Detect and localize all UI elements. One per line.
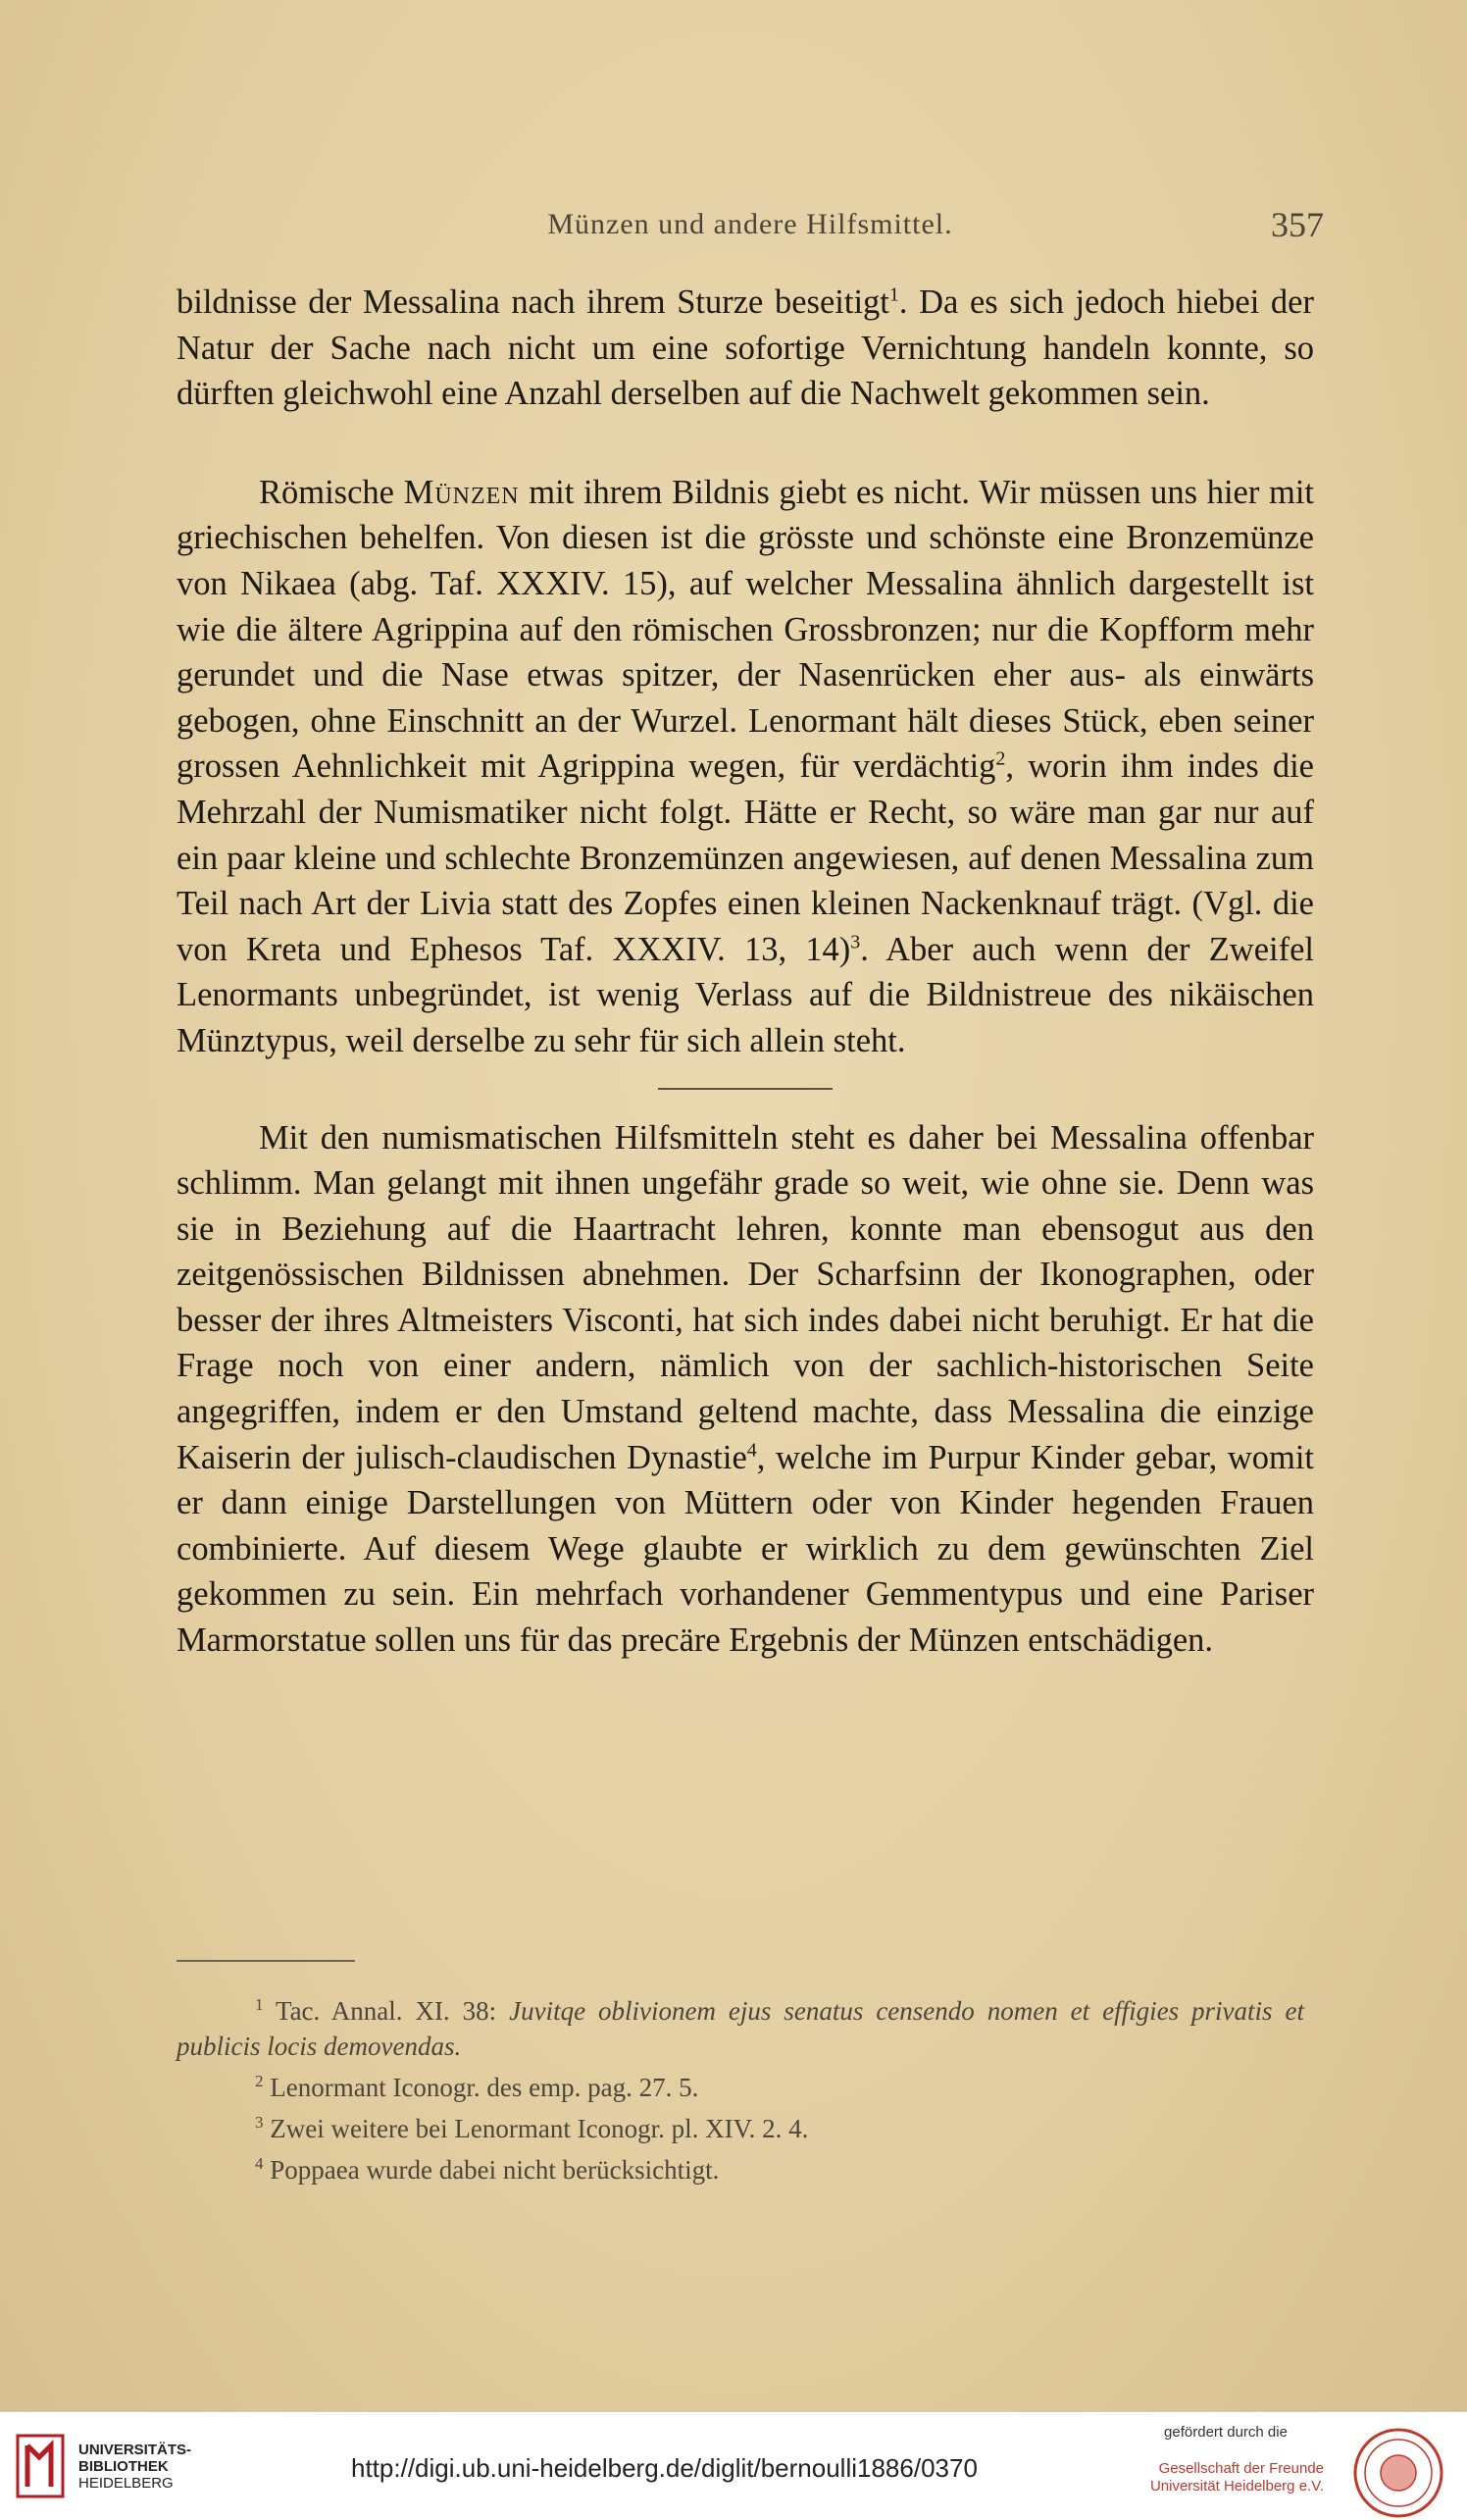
footnote-rule [177,1960,355,1962]
paragraph-1 [177,280,1314,417]
footnote-2-text: Lenormant Iconogr. des emp. pag. 27. 5. [270,2073,699,2102]
footnote-1-number: 1 [255,1995,264,2014]
footnote-ref-3: 3 [850,931,861,953]
footnote-4-number: 4 [255,2154,264,2173]
footnote-3-text: Zwei weitere bei Lenormant Iconogr. pl. XIV. 2. 4. [270,2114,809,2143]
page-number: 357 [1271,205,1324,244]
sponsor-by: gefördert durch die [1164,2424,1288,2441]
running-title: Münzen und andere Hilfsmittel. [547,208,953,240]
footnote-2-number: 2 [255,2072,264,2090]
footnote-1-text: Tac. Annal. XI. 38: [275,1996,510,2026]
university-seal-icon [1351,2426,1445,2520]
library-name [78,2442,191,2492]
sponsor-line1: Gesellschaft der Freunde [1158,2460,1324,2477]
footnote-1-italic: Juvitqe oblivionem ejus senatus censendo nomen et effigies privatis et publicis locis demovendas. [177,1996,1304,2061]
footnote-ref-4: 4 [746,1439,757,1462]
footer-bar [0,2411,1467,2520]
paragraph-3 [177,1115,1314,1664]
footnote-3 [177,2105,1304,2146]
library-name-line3: HEIDELBERG [78,2475,174,2492]
p2-text-a: Römische [259,473,404,511]
page-header [177,205,1324,257]
footnote-2 [177,2064,1304,2105]
p3-text-a: Mit den numismatischen Hilfsmitteln steht es daher bei Messalina offenbar schlimm. Man gelangt mit ihnen ungefähr grade so weit, wie ohne sie. Denn was sie in Beziehung auf die Haartracht lehren, konnte man ebensogut aus den zeitgenössischen Bildnissen abnehmen. Der Scharfsinn der Ikonographen, oder besser der ihres Altmeisters Visconti, hat sich indes dabei nicht beruhigt. Er hat die Frage noch von einer andern, nämlich von der sachlich-historischen Seite angegriffen, indem er den Umstand geltend machte, dass Messalina die einzige Kaiserin der julisch-claudischen Dynastie [177,1118,1314,1476]
footnote-ref-1: 1 [888,283,899,306]
library-name-line1: UNIVERSITÄTS- [78,2442,192,2458]
footnote-4 [177,2146,1304,2187]
sponsor-block [1128,2424,1324,2495]
footnote-1 [177,1987,1304,2064]
p2-text-c: , worin ihm indes die Mehrzahl der Numismatiker nicht folgt. Hätte er Recht, so wäre man gar nur auf ein paar kleine und schlechte Bronzemünzen angewiesen, auf denen Messalina zum Teil nach Art der Livia statt des Zopfes einen kleinen Nackenknauf trägt. (Vgl. die von Kreta und Ephesos Taf. XXXIV. 13, 14) [177,747,1314,968]
p1-text-a: bildnisse der Messalina nach ihrem Sturze beseitigt [177,283,889,321]
main-text [177,280,1314,1664]
footnote-4-text: Poppaea wurde dabei nicht berücksichtigt. [270,2155,720,2185]
footnote-ref-2: 2 [995,747,1006,770]
footnote-3-number: 3 [255,2113,264,2132]
p2-text-b: mit ihrem Bildnis giebt es nicht. Wir müssen uns hier mit griechischen behelfen. Von diesen ist die grösste und schönste eine Bronzemünze von Nikaea (abg. Taf. XXXIV. 15), auf welcher Messalina ähnlich dargestellt ist wie die ältere Agrippina auf den römischen Grossbronzen; nur die Kopfform mehr gerundet und die Nase etwas spitzer, der Nasenrücken eher aus- als einwärts gebogen, ohne Einschnitt an der Wurzel. Lenormant hält dieses Stück, eben seiner grossen Aehnlichkeit mit Agrippina wegen, für verdächtig [177,473,1315,786]
sponsor-line2: Universität Heidelberg e.V. [1149,2478,1324,2494]
library-logo-icon [16,2434,65,2498]
footnotes [177,1987,1304,2187]
section-separator [658,1088,833,1090]
p1-text-b: . Da es sich jedoch hiebei der Natur der Sache nach nicht um eine sofortige Vernichtung handeln konnte, so dürften gleichwohl eine Anzahl derselben auf die Nachwelt gekommen sein. [177,283,1314,413]
p2-text-d: . Aber auch wenn der Zweifel Lenormants unbegründet, ist wenig Verlass auf die Bildnistreue des nikäischen Münztypus, weil derselbe zu sehr für sich allein steht. [177,930,1314,1059]
p2-smallcaps: Münzen [403,473,520,511]
paragraph-2 [177,470,1314,1064]
permalink-url[interactable]: http://digi.ub.uni-heidelberg.de/diglit/bernoulli1886/0370 [351,2453,978,2483]
library-name-line2: BIBLIOTHEK [78,2458,169,2475]
p3-text-b: , welche im Purpur Kinder gebar, womit er dann einige Darstellungen von Müttern oder von Kinder hegenden Frauen combinierte. Auf diesem Wege glaubte er wirklich zu dem gewünschten Ziel gekommen zu sein. Ein mehrfach vorhandener Gemmentypus und eine Pariser Marmorstatue sollen uns für das precäre Ergebnis der Münzen entschädigen. [177,1438,1314,1660]
